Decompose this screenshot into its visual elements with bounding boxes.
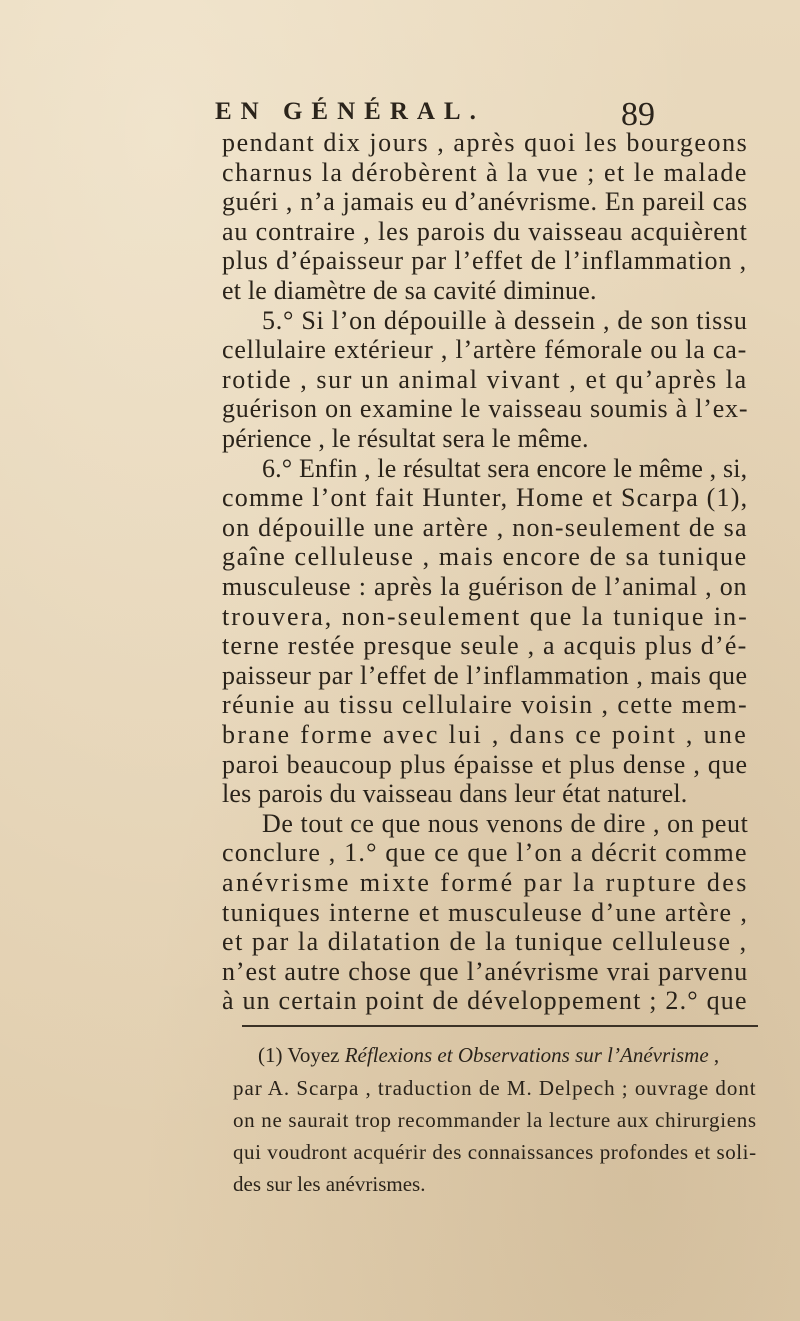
text-line: rotide , sur un animal vivant , et qu’après la bbox=[222, 364, 748, 394]
text-line: comme l’ont fait Hunter, Home et Scarpa (1), bbox=[222, 483, 749, 513]
footnote-prefix: (1) Voyez bbox=[258, 1043, 345, 1067]
text-line: 5.° Si l’on dépouille à dessein , de son tissu bbox=[262, 305, 748, 335]
text-line: musculeuse : après la guérison de l’animal , on bbox=[222, 572, 748, 601]
footnote-title: Réflexions et Observations sur l’Anévrisme bbox=[344, 1043, 709, 1067]
text-line: et par la dilatation de la tunique celluleuse , bbox=[222, 927, 748, 957]
text-line: paroi beaucoup plus épaisse et plus dense , que bbox=[222, 749, 748, 779]
text-line: les parois du vaisseau dans leur état naturel. bbox=[222, 779, 688, 809]
text-line: gaîne celluleuse , mais encore de sa tunique bbox=[222, 542, 748, 572]
text-line: charnus la dérobèrent à la vue ; et le malade bbox=[222, 157, 748, 187]
text-line: paisseur par l’effet de l’inflammation , mais que bbox=[222, 660, 748, 690]
text-line: réunie au tissu cellulaire voisin , cette mem- bbox=[222, 690, 749, 720]
text-line: trouvera, non-seulement que la tunique in- bbox=[222, 601, 749, 631]
footnote-line: des sur les anévrismes. bbox=[233, 1172, 426, 1196]
text-line: guéri , n’a jamais eu d’anévrisme. En pareil cas bbox=[222, 187, 748, 217]
text-line: brane forme avec lui , dans ce point , une bbox=[222, 720, 749, 749]
footnote-line: par A. Scarpa , traduction de M. Delpech ; ouvrage dont bbox=[233, 1076, 757, 1100]
text-line: tuniques interne et musculeuse d’une artère , bbox=[222, 897, 749, 927]
text-line: on dépouille une artère , non-seulement de sa bbox=[222, 512, 748, 542]
text-line: anévrisme mixte formé par la rupture des bbox=[222, 868, 749, 897]
text-line: guérison on examine le vaisseau soumis à l’ex- bbox=[222, 394, 749, 424]
text-line: périence , le résultat sera le même. bbox=[222, 424, 589, 453]
footnote-line: on ne saurait trop recommander la lecture aux chirurgiens bbox=[233, 1108, 757, 1132]
text-line: 6.° Enfin , le résultat sera encore le même , si, bbox=[262, 453, 748, 483]
text-line: conclure , 1.° que ce que l’on a décrit comme bbox=[222, 838, 748, 868]
text-line: et le diamètre de sa cavité diminue. bbox=[222, 276, 597, 305]
text-line: De tout ce que nous venons de dire , on peut bbox=[262, 808, 749, 838]
text-line: terne restée presque seule , a acquis plus d’é- bbox=[222, 631, 748, 661]
text-line: à un certain point de développement ; 2.° que bbox=[222, 986, 748, 1016]
text-line: plus d’épaisseur par l’effet de l’inflammation , bbox=[222, 246, 747, 276]
running-title: EN GÉNÉRAL. bbox=[215, 98, 485, 125]
page-number: 89 bbox=[621, 96, 655, 133]
text-line: cellulaire extérieur , l’artère fémorale ou la ca- bbox=[222, 335, 748, 365]
text-line: pendant dix jours , après quoi les bourgeons bbox=[222, 128, 749, 157]
footnote-line: qui voudront acquérir des connaissances profondes et soli- bbox=[233, 1140, 757, 1164]
footnote-suffix: , bbox=[708, 1043, 720, 1067]
text-line: n’est autre chose que l’anévrisme vrai parvenu bbox=[222, 956, 749, 986]
text-line: au contraire , les parois du vaisseau acquièrent bbox=[222, 216, 748, 246]
